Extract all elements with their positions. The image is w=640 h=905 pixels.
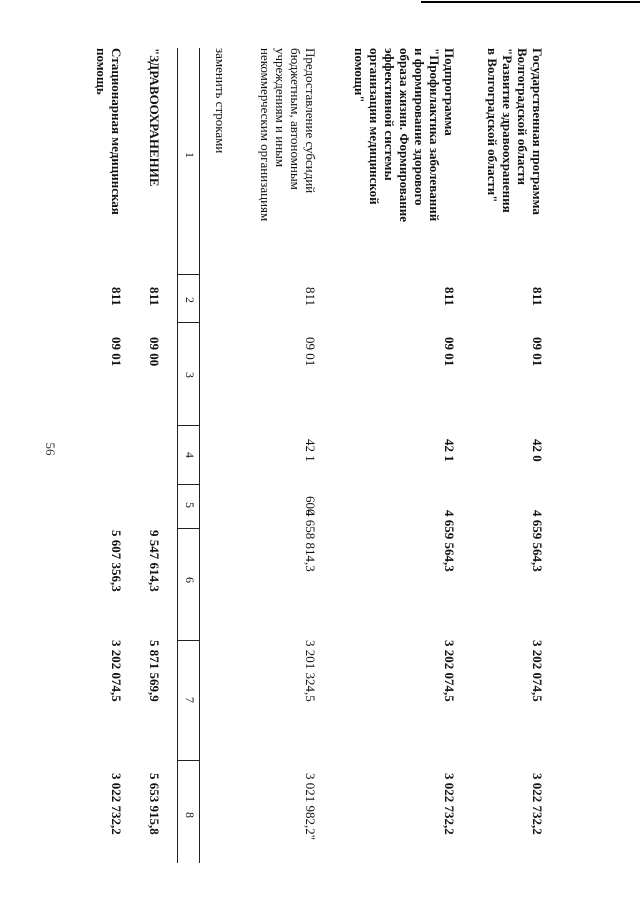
column-number: 7 <box>183 697 197 703</box>
header-top-rule <box>199 48 200 863</box>
row-rz: 09 01 <box>442 337 457 367</box>
row-rz: 09 01 <box>303 337 318 367</box>
new-row-value-2: 5 871 569,9 <box>147 640 162 702</box>
new-row-name-healthcare: "ЗДРАВООХРАНЕНИЕ <box>147 48 162 187</box>
row-rz: 09 01 <box>530 337 545 367</box>
column-number: 1 <box>183 152 197 158</box>
header-bottom-rule <box>177 48 178 863</box>
col-divider <box>178 528 200 529</box>
page-number: 56 <box>43 442 58 456</box>
new-row-ved: 811 <box>109 287 124 306</box>
col-divider <box>178 640 200 641</box>
col-divider <box>178 274 200 275</box>
row-value-3: 3 021 982,2" <box>303 773 318 841</box>
new-row-value-1: 9 547 614,3 <box>147 530 162 592</box>
row-value-1: 4 658 814,3 <box>303 510 318 572</box>
new-row-rz: 09 00 <box>147 337 162 367</box>
new-row-rz: 09 01 <box>109 337 124 367</box>
column-number: 5 <box>183 502 197 508</box>
new-row-ved: 811 <box>147 287 162 306</box>
row-value-2: 3 202 074,5 <box>530 640 545 702</box>
col-divider <box>178 322 200 323</box>
row-csr: 42 1 <box>303 439 318 462</box>
row-ved: 811 <box>442 287 457 306</box>
row-name-subprogram: Подпрограмма "Профилактика заболеваний и формирование здорового образа жизни. Формирование эффективной системы организации медицинской помощи" <box>352 48 457 223</box>
column-number: 8 <box>183 812 197 818</box>
row-value-2: 3 202 074,5 <box>442 640 457 702</box>
col-divider <box>178 484 200 485</box>
new-row-name-inpatient: Стационарная медицинская помощь <box>94 48 124 215</box>
new-row-value-3: 5 653 915,8 <box>147 773 162 835</box>
row-value-1: 4 659 564,3 <box>442 510 457 572</box>
row-value-1: 4 659 564,3 <box>530 510 545 572</box>
row-csr: 42 0 <box>530 439 545 462</box>
new-row-value-2: 3 202 074,5 <box>109 640 124 702</box>
row-value-3: 3 022 732,2 <box>442 773 457 835</box>
row-ved: 811 <box>303 287 318 307</box>
row-csr: 42 1 <box>442 439 457 462</box>
row-value-2: 3 201 324,5 <box>303 640 318 702</box>
row-vr: 600 <box>303 496 318 516</box>
row-value-3: 3 022 732,2 <box>530 773 545 835</box>
col-divider <box>178 425 200 426</box>
row-ved: 811 <box>530 287 545 306</box>
column-number: 2 <box>183 297 197 303</box>
row-name-program: Государственная программа Волгоградской области "Развитие здравоохранения в Волгоградской области" <box>485 48 545 215</box>
column-number: 4 <box>183 452 197 458</box>
row-name-subsidies: Предоставление субсидий бюджетным, автономным учреждениям и иным некоммерческим организациям <box>258 48 318 222</box>
replace-note: заменить строками <box>213 48 228 154</box>
new-row-value-3: 3 022 732,2 <box>109 773 124 835</box>
column-number: 3 <box>183 372 197 378</box>
column-number: 6 <box>183 577 197 583</box>
col-divider <box>178 760 200 761</box>
new-row-value-1: 5 607 356,3 <box>109 530 124 592</box>
